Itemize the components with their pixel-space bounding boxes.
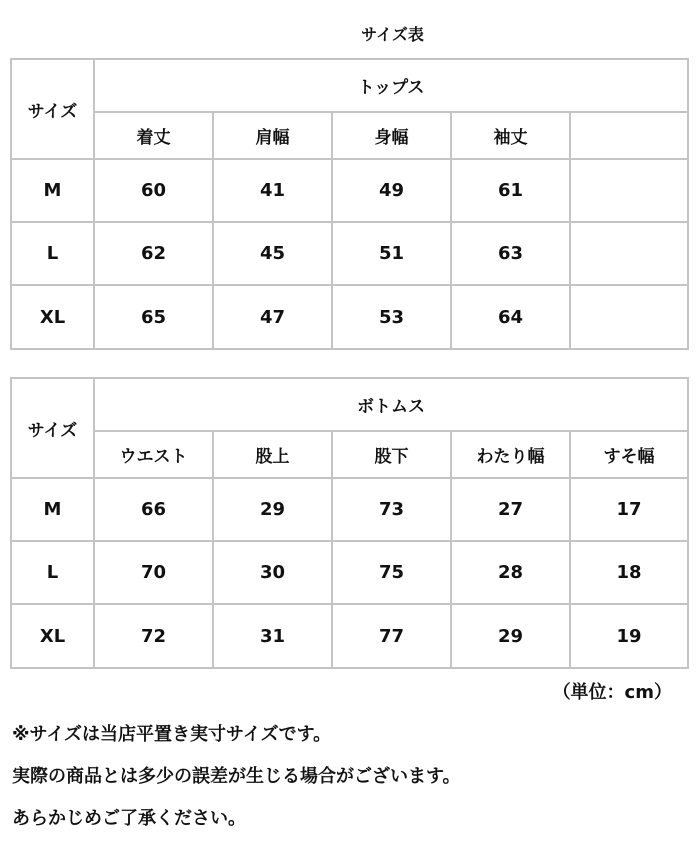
size-column-header: サイズ [12,60,95,160]
header-cell: 身幅 [333,113,452,160]
size-label: XL [12,286,95,348]
table-cell: 70 [95,542,214,605]
size-label: M [12,479,95,542]
bottoms-group-header: ボトムス [95,379,687,432]
size-label: L [12,223,95,286]
table-cell: 41 [214,160,333,223]
table-cell: 51 [333,223,452,286]
size-label: L [12,542,95,605]
table-cell: 19 [616,625,642,647]
table-cell: 75 [333,542,452,605]
header-cell: 袖丈 [452,113,571,160]
table-cell: 27 [452,479,571,542]
header-cell: わたり幅 [452,432,571,479]
header-cell: 股下 [333,432,452,479]
table-cell: 72 [95,605,214,667]
note-line: ※サイズは当店平置き実寸サイズです。 [12,724,332,745]
header-cell: ウエスト [95,432,214,479]
table-cell: 45 [214,223,333,286]
page-title: サイズ表 [361,25,424,44]
table-cell: 28 [452,542,571,605]
note-line: 実際の商品とは多少の誤差が生じる場合がございます。 [12,766,461,787]
size-column-header: サイズ [12,379,95,479]
header-cell: すそ幅 [571,432,687,479]
table-cell: 17 [571,479,687,542]
table-cell: 77 [333,605,452,667]
note-line: あらかじめご了承ください。 [12,808,246,829]
table-cell: 31 [214,605,333,667]
unit-note: （単位：cm） [552,682,672,703]
header-cell: 股上 [214,432,333,479]
table-cell: 29 [214,479,333,542]
table-cell: 53 [333,286,452,348]
table-cell [571,286,687,348]
table-cell: 65 [95,286,214,348]
table-cell: 29 [452,605,571,667]
table-cell [571,160,687,223]
table-cell: 49 [333,160,452,223]
table-cell: 18 [571,542,687,605]
table-cell: 47 [214,286,333,348]
table-cell: 61 [452,160,571,223]
bottoms-size-table [10,377,689,669]
table-cell: 60 [95,160,214,223]
table-cell: 62 [95,223,214,286]
table-cell: 73 [333,479,452,542]
table-cell: 63 [452,223,571,286]
header-cell: 肩幅 [214,113,333,160]
size-label: XL [12,605,95,667]
header-cell: 着丈 [95,113,214,160]
table-cell: 64 [452,286,571,348]
table-cell: 66 [95,479,214,542]
tops-size-table [10,58,689,350]
header-cell [571,113,687,160]
size-label: M [12,160,95,223]
table-cell [571,223,687,286]
table-cell: 30 [214,542,333,605]
tops-group-header: トップス [95,60,687,113]
